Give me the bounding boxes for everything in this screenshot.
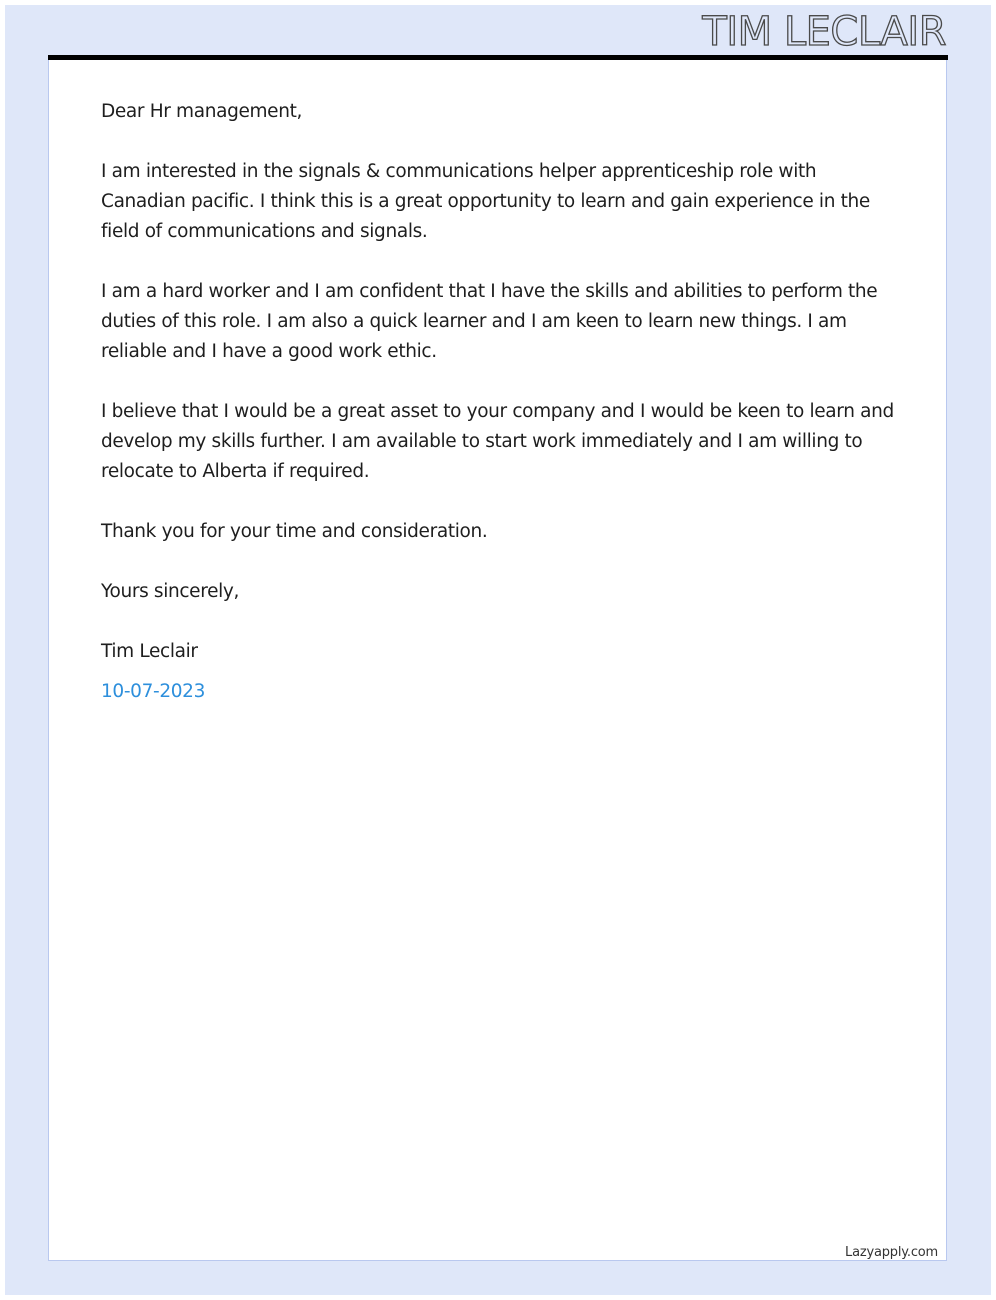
cover-letter-body (101, 97, 906, 707)
applicant-name-header: TIM LECLAIR (702, 9, 946, 55)
closing: Yours sincerely, (101, 581, 240, 602)
paragraph-thanks: Thank you for your time and consideration. (101, 521, 488, 542)
paragraph-interest: I am interested in the signals & communications helper apprenticeship role with Canadian pacific. I think this is a great opportunity to learn and gain experience in the field of communications and signals. (101, 161, 870, 242)
signature: Tim Leclair (101, 641, 198, 662)
paragraph-availability: I believe that I would be a great asset to your company and I would be keen to learn and develop my skills further. I am available to start work immediately and I am willing to relocate to Alberta if required. (101, 401, 894, 482)
paragraph-skills: I am a hard worker and I am confident that I have the skills and abilities to perform the duties of this role. I am also a quick learner and I am keen to learn new things. I am reliable and I have a good work ethic. (101, 281, 878, 362)
salutation: Dear Hr management, (101, 101, 303, 122)
letter-sheet (48, 60, 947, 1261)
letter-date: 10-07-2023 (101, 681, 206, 702)
footer-brand: Lazyapply.com (845, 1245, 938, 1260)
